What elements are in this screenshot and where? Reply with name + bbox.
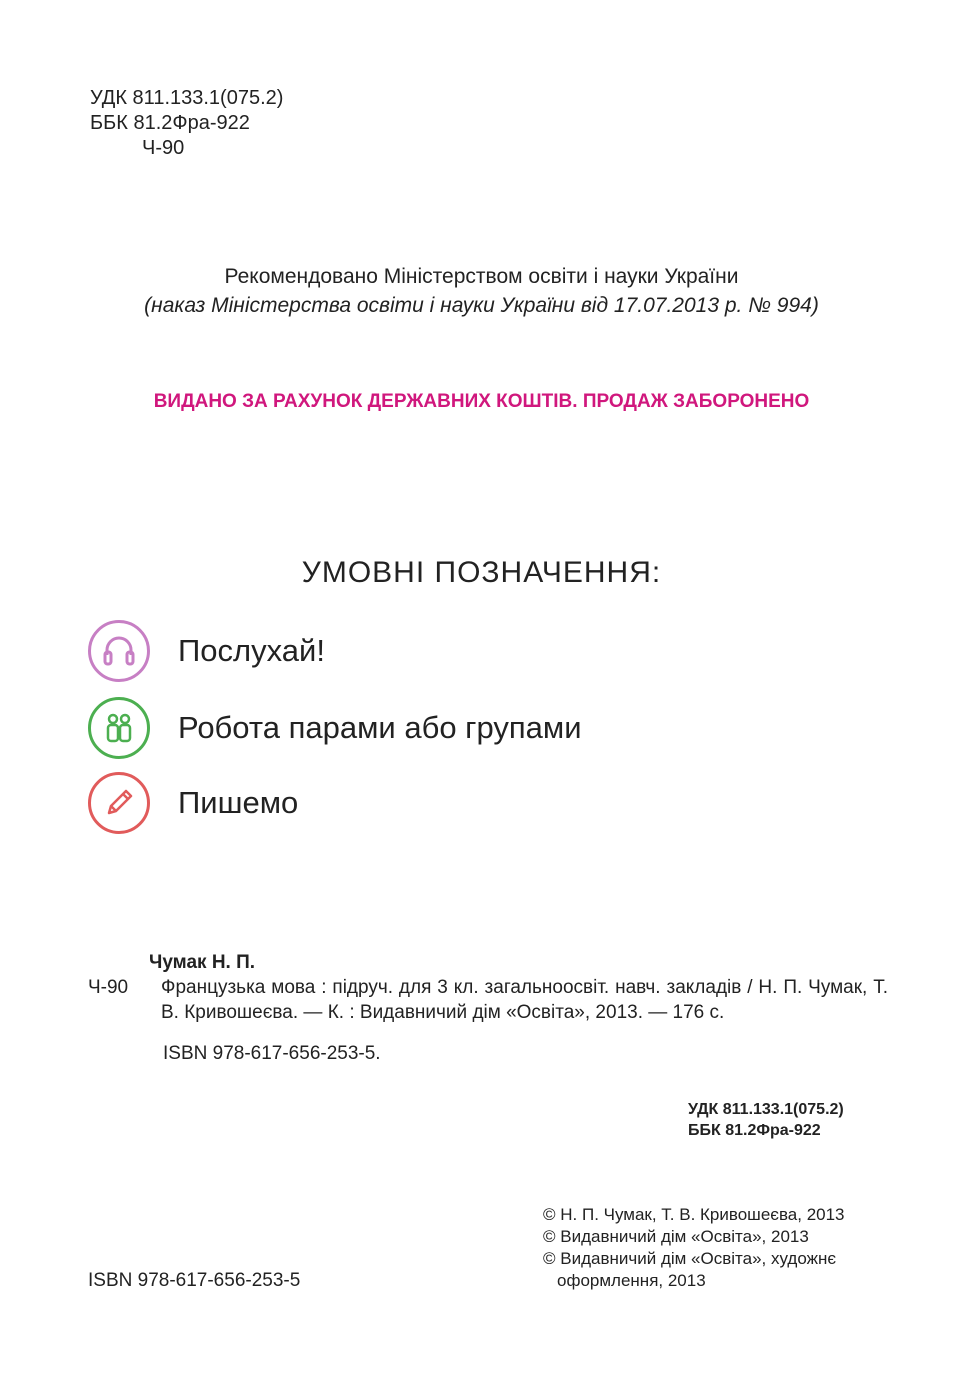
record-entry <box>88 975 888 1025</box>
record-isbn: ISBN 978-617-656-253-5. <box>163 1043 381 1064</box>
copyright-line-4: оформлення, 2013 <box>557 1271 706 1290</box>
legend-label-pair-work: Робота парами або групами <box>178 710 582 745</box>
copyright-block <box>543 1204 845 1292</box>
pencil-icon <box>88 772 150 834</box>
record-author: Чумак Н. П. <box>149 952 256 973</box>
classification-codes-right <box>688 1099 844 1141</box>
bibliographic-record <box>88 950 888 1066</box>
free-distribution-notice: ВИДАНО ЗА РАХУНОК ДЕРЖАВНИХ КОШТІВ. ПРОДАЖ ЗАБОРОНЕНО <box>153 391 810 412</box>
bbk-code-right: ББК 81.2Фра-922 <box>688 1122 821 1139</box>
legend-item-listen <box>88 618 325 684</box>
recommendation-line-2: (наказ Міністерства освіти і науки України від 17.07.2013 р. № 994) <box>144 294 819 317</box>
bbk-code: ББК 81.2Фра-922 <box>90 112 250 134</box>
legend-item-writing <box>88 770 298 836</box>
classification-codes-top <box>90 86 283 161</box>
recommendation-line-1: Рекомендовано Міністерством освіти і науки України <box>224 265 739 288</box>
headphones-icon <box>88 620 150 682</box>
legend-label-writing: Пишемо <box>178 785 299 820</box>
legend-title: УМОВНІ ПОЗНАЧЕННЯ: <box>301 556 662 589</box>
udk-code-right: УДК 811.133.1(075.2) <box>688 1101 844 1118</box>
isbn-bottom: ISBN 978-617-656-253-5 <box>88 1270 301 1291</box>
ministry-recommendation <box>0 262 963 320</box>
pair-work-icon <box>88 697 150 759</box>
record-description: Французька мова : підруч. для 3 кл. загальноосвіт. навч. закладів / Н. П. Чумак, Т. В. Кривошеєва. — К. : Видавничий дім «Освіта», 2013. — 176 с. <box>161 977 888 1023</box>
copyright-line-2: © Видавничий дім «Освіта», 2013 <box>543 1227 809 1246</box>
udk-code: УДК 811.133.1(075.2) <box>90 87 284 109</box>
record-code: Ч-90 <box>88 977 129 998</box>
author-code: Ч-90 <box>142 137 185 159</box>
legend-item-pair-work <box>88 695 582 761</box>
copyright-line-1: © Н. П. Чумак, Т. В. Кривошеєва, 2013 <box>543 1205 845 1224</box>
copyright-line-3: © Видавничий дім «Освіта», художнє <box>543 1249 837 1268</box>
legend-label-listen: Послухай! <box>178 633 325 668</box>
